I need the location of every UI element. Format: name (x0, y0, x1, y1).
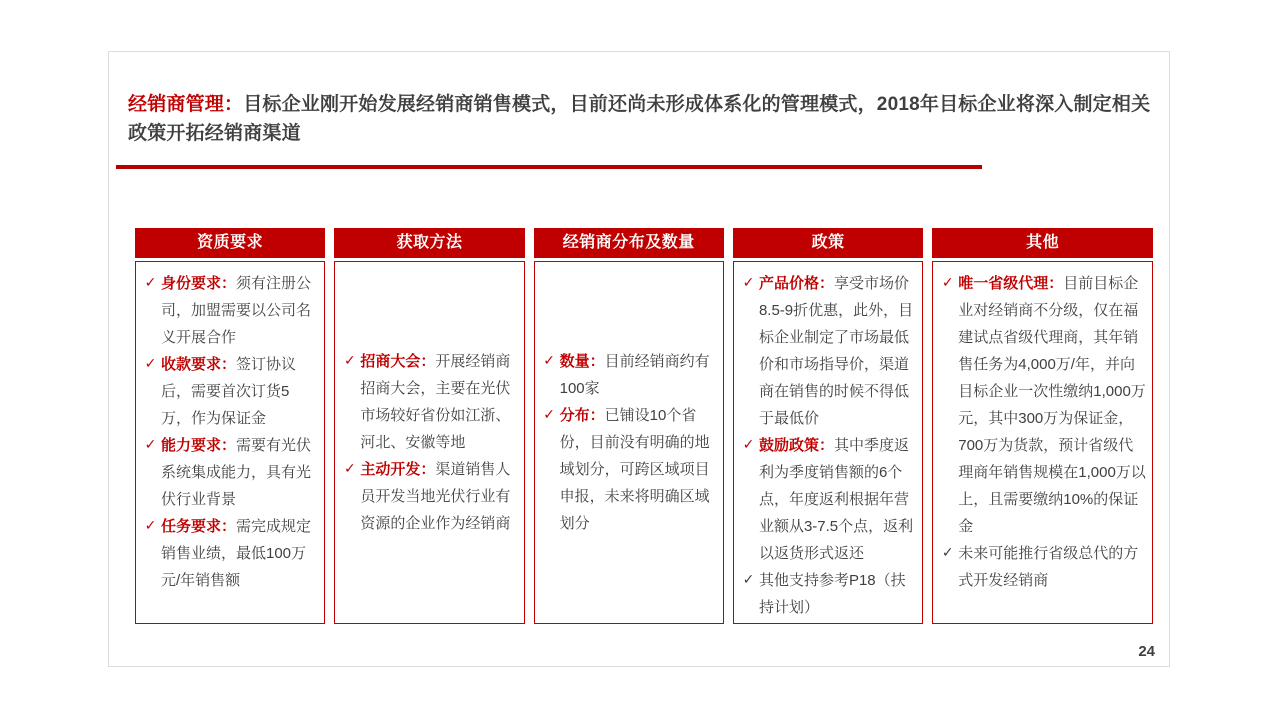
bullet-text (161, 513, 319, 594)
info-column-4 (733, 228, 923, 624)
bullet-label: 身份要求： (161, 275, 237, 292)
checkmark-icon: ✓ (941, 544, 954, 560)
checkmark-icon: ✓ (144, 436, 157, 452)
checkmark-icon: ✓ (742, 436, 755, 452)
bullet-item (539, 348, 718, 402)
bullet-item (339, 348, 518, 456)
bullet-label: 任务要求： (161, 518, 237, 535)
checkmark-icon: ✓ (543, 352, 555, 368)
bullet-item (738, 567, 917, 621)
checkmark-icon: ✓ (941, 274, 954, 290)
bullet-text (759, 270, 917, 432)
bullet-text (560, 348, 718, 402)
column-header: 资质要求 (135, 228, 325, 258)
bullet-label: 分布： (559, 407, 605, 424)
info-column-1 (135, 228, 325, 624)
info-column-2 (334, 228, 524, 624)
bullet-text (161, 432, 319, 513)
bullet-text (759, 432, 917, 567)
bullet-label: 能力要求： (161, 437, 237, 454)
bullet-item (937, 540, 1147, 594)
checkmark-icon: ✓ (543, 406, 555, 422)
column-header: 其他 (932, 228, 1153, 258)
column-body (733, 261, 923, 624)
bullet-item (738, 432, 917, 567)
bullet-label: 主动开发： (360, 461, 436, 478)
bullet-text (560, 402, 718, 537)
bullet-text (161, 351, 319, 432)
bullet-item (140, 432, 319, 513)
bullet-item (539, 402, 718, 537)
column-body (534, 261, 724, 624)
checkmark-icon: ✓ (343, 460, 356, 476)
bullet-body: 其他支持参考P18（扶持计划） (758, 572, 906, 616)
bullet-item (937, 270, 1147, 540)
column-header: 经销商分布及数量 (534, 228, 724, 258)
slide-canvas (108, 51, 1170, 667)
bullet-body: 目前目标企业对经销商不分级，仅在福建试点省级代理商，其年销售任务为4,000万/年，并向目标企业一次性缴纳1,000万元，其中300万为保证金，700万为货款，预计省级代理商年销售规模在1,000万以上，且需要缴纳10%的保证金 (958, 275, 1146, 535)
bullet-item (140, 513, 319, 594)
bullet-body: 签订协议后，需要首次订货5万，作为保证金 (161, 356, 297, 427)
column-header: 政策 (733, 228, 923, 258)
column-header: 获取方法 (334, 228, 524, 258)
bullet-item (140, 270, 319, 351)
bullet-label: 收款要求： (161, 356, 237, 373)
bullet-label: 产品价格： (758, 275, 834, 292)
bullet-body: 其中季度返利为季度销售额的6个点，年度返利根据年营业额从3-7.5个点，返利以返货形式返还 (758, 437, 914, 562)
title-topic-label: 经销商管理： (128, 94, 244, 115)
bullet-body: 已铺设10个省份，目前没有明确的地域划分，可跨区域项目申报，未来将明确区域划分 (559, 407, 710, 532)
bullet-text (759, 567, 917, 621)
bullet-text (360, 348, 518, 456)
title-underline-rule (116, 165, 982, 169)
bullet-item (738, 270, 917, 432)
bullet-body: 需要有光伏系统集成能力，具有光伏行业背景 (161, 437, 312, 508)
column-body (135, 261, 325, 624)
bullet-text (958, 270, 1147, 540)
page-number: 24 (1138, 643, 1155, 660)
checkmark-icon: ✓ (742, 571, 755, 587)
bullet-label: 招商大会： (360, 353, 436, 370)
bullet-body: 享受市场价8.5-9折优惠，此外，目标企业制定了市场最低价和市场指导价，渠道商在销售的时候不得低于最低价 (758, 275, 914, 427)
checkmark-icon: ✓ (742, 274, 755, 290)
slide-title (128, 90, 1151, 149)
info-column-5 (932, 228, 1153, 624)
bullet-body: 渠道销售人员开发当地光伏行业有资源的企业作为经销商 (360, 461, 511, 532)
checkmark-icon: ✓ (343, 352, 356, 368)
bullet-item (339, 456, 518, 537)
column-body (334, 261, 524, 624)
bullet-item (140, 351, 319, 432)
bullet-text (958, 540, 1147, 594)
columns-container (135, 228, 1153, 624)
title-text: 目标企业刚开始发展经销商销售模式，目前还尚未形成体系化的管理模式，2018年目标企业将深入制定相关政策开拓经销商渠道 (128, 94, 1151, 145)
bullet-body: 未来可能推行省级总代的方式开发经销商 (958, 545, 1139, 589)
bullet-body: 开展经销商招商大会，主要在光伏市场较好省份如江浙、河北、安徽等地 (360, 353, 511, 451)
bullet-body: 须有注册公司，加盟需要以公司名义开展合作 (161, 275, 312, 346)
bullet-label: 唯一省级代理： (958, 275, 1064, 292)
column-body (932, 261, 1153, 624)
checkmark-icon: ✓ (144, 355, 157, 371)
bullet-label: 鼓励政策： (758, 437, 834, 454)
bullet-body: 需完成规定销售业绩，最低100万元/年销售额 (161, 518, 312, 589)
checkmark-icon: ✓ (144, 274, 157, 290)
bullet-text (360, 456, 518, 537)
checkmark-icon: ✓ (144, 517, 157, 533)
info-column-3 (534, 228, 724, 624)
bullet-body: 目前经销商约有100家 (559, 353, 710, 397)
bullet-text (161, 270, 319, 351)
bullet-label: 数量： (559, 353, 605, 370)
